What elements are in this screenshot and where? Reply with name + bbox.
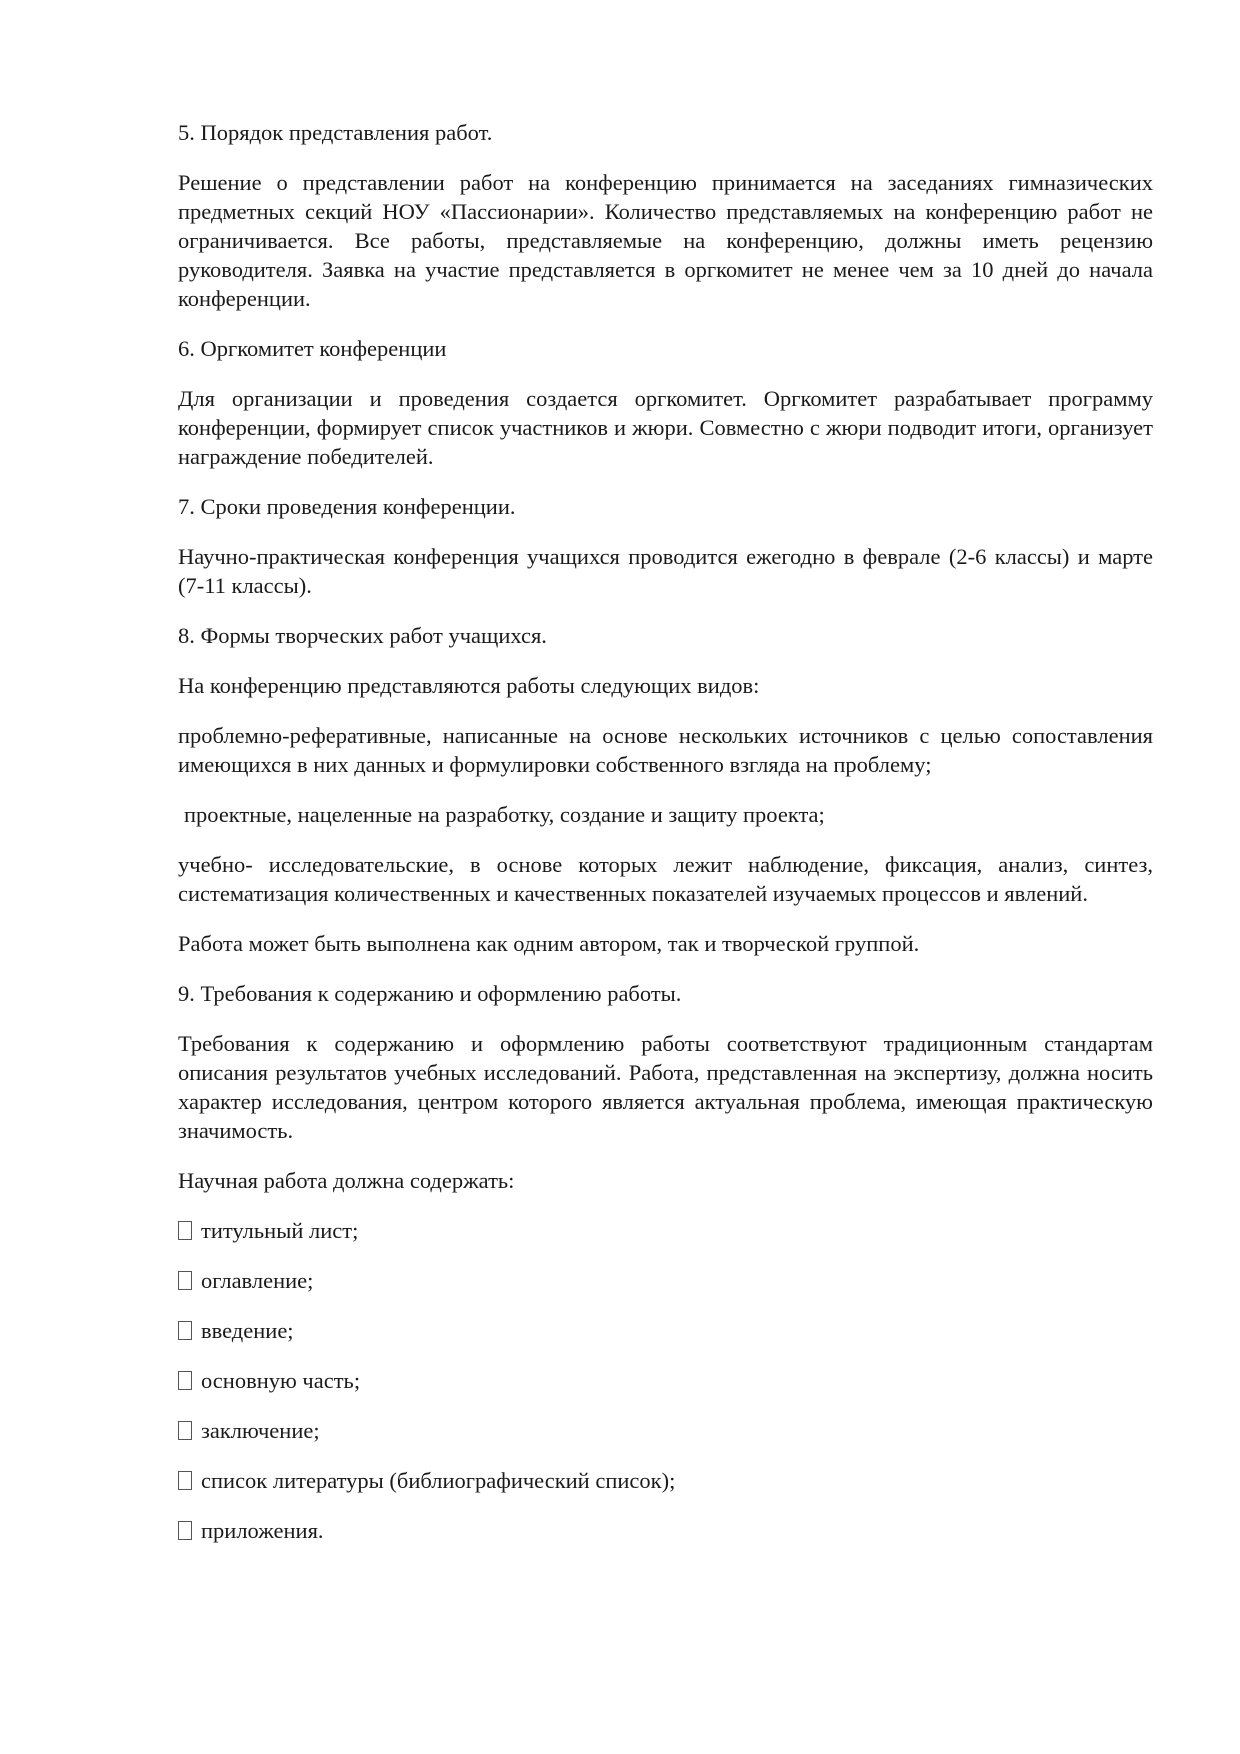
contents-item-label: список литературы (библиографический список);	[201, 1468, 676, 1493]
contents-item-label: приложения.	[201, 1518, 324, 1543]
contents-item-label: заключение;	[201, 1418, 320, 1443]
contents-list-item	[178, 1466, 1153, 1495]
section-6-body: Для организации и проведения создается оргкомитет. Оргкомитет разрабатывает программу конференции, формирует список участников и жюри. Совместно с жюри подводит итоги, организует награждение победителей.	[178, 386, 1153, 469]
checkbox-square-icon	[178, 1221, 192, 1240]
section-8-heading: 8. Формы творческих работ учащихся.	[178, 623, 547, 648]
contents-item-label: титульный лист;	[201, 1218, 359, 1243]
document-page	[178, 118, 1153, 1566]
section-8-authors: Работа может быть выполнена как одним автором, так и творческой группой.	[178, 931, 920, 956]
checkbox-square-icon	[178, 1421, 192, 1440]
section-9-heading: 9. Требования к содержанию и оформлению работы.	[178, 981, 682, 1006]
contents-list-item	[178, 1366, 1153, 1395]
section-6-heading: 6. Оргкомитет конференции	[178, 336, 447, 361]
checkbox-square-icon	[178, 1471, 192, 1490]
contents-list-item	[178, 1416, 1153, 1445]
section-7-heading: 7. Сроки проведения конференции.	[178, 494, 516, 519]
section-9-body: Требования к содержанию и оформлению работы соответствуют традиционным стандартам описания результатов учебных исследований. Работа, представленная на экспертизу, должна носить характер исследования, центром которого является актуальная проблема, имеющая практическую значимость.	[178, 1031, 1153, 1143]
contents-item-label: оглавление;	[201, 1268, 314, 1293]
section-8-intro: На конференцию представляются работы следующих видов:	[178, 673, 760, 698]
checkbox-square-icon	[178, 1271, 192, 1290]
section-7-body: Научно-практическая конференция учащихся проводится ежегодно в феврале (2-6 классы) и марте (7-11 классы).	[178, 544, 1153, 598]
contents-item-label: основную часть;	[201, 1368, 361, 1393]
work-type-item: проблемно-реферативные, написанные на основе нескольких источников с целью сопоставления имеющихся в них данных и формулировки собственного взгляда на проблему;	[178, 723, 1153, 777]
work-type-item: проектные, нацеленные на разработку, создание и защиту проекта;	[184, 802, 825, 827]
work-type-item: учебно- исследовательские, в основе которых лежит наблюдение, фиксация, анализ, синтез, систематизация количественных и качественных показателей изучаемых процессов и явлений.	[178, 852, 1153, 906]
section-9-contents-intro: Научная работа должна содержать:	[178, 1168, 515, 1193]
contents-item-label: введение;	[201, 1318, 294, 1343]
checkbox-square-icon	[178, 1521, 192, 1540]
contents-list-item	[178, 1216, 1153, 1245]
checkbox-square-icon	[178, 1321, 192, 1340]
contents-list-item	[178, 1316, 1153, 1345]
section-5-body: Решение о представлении работ на конференцию принимается на заседаниях гимназических предметных секций НОУ «Пассионарии». Количество представляемых на конференцию работ не ограничивается. Все работы, представляемые на конференцию, должны иметь рецензию руководителя. Заявка на участие представляется в оргкомитет не менее чем за 10 дней до начала конференции.	[178, 170, 1153, 311]
checkbox-square-icon	[178, 1371, 192, 1390]
contents-list-item	[178, 1516, 1153, 1545]
contents-list-item	[178, 1266, 1153, 1295]
section-5-heading: 5. Порядок представления работ.	[178, 120, 493, 145]
